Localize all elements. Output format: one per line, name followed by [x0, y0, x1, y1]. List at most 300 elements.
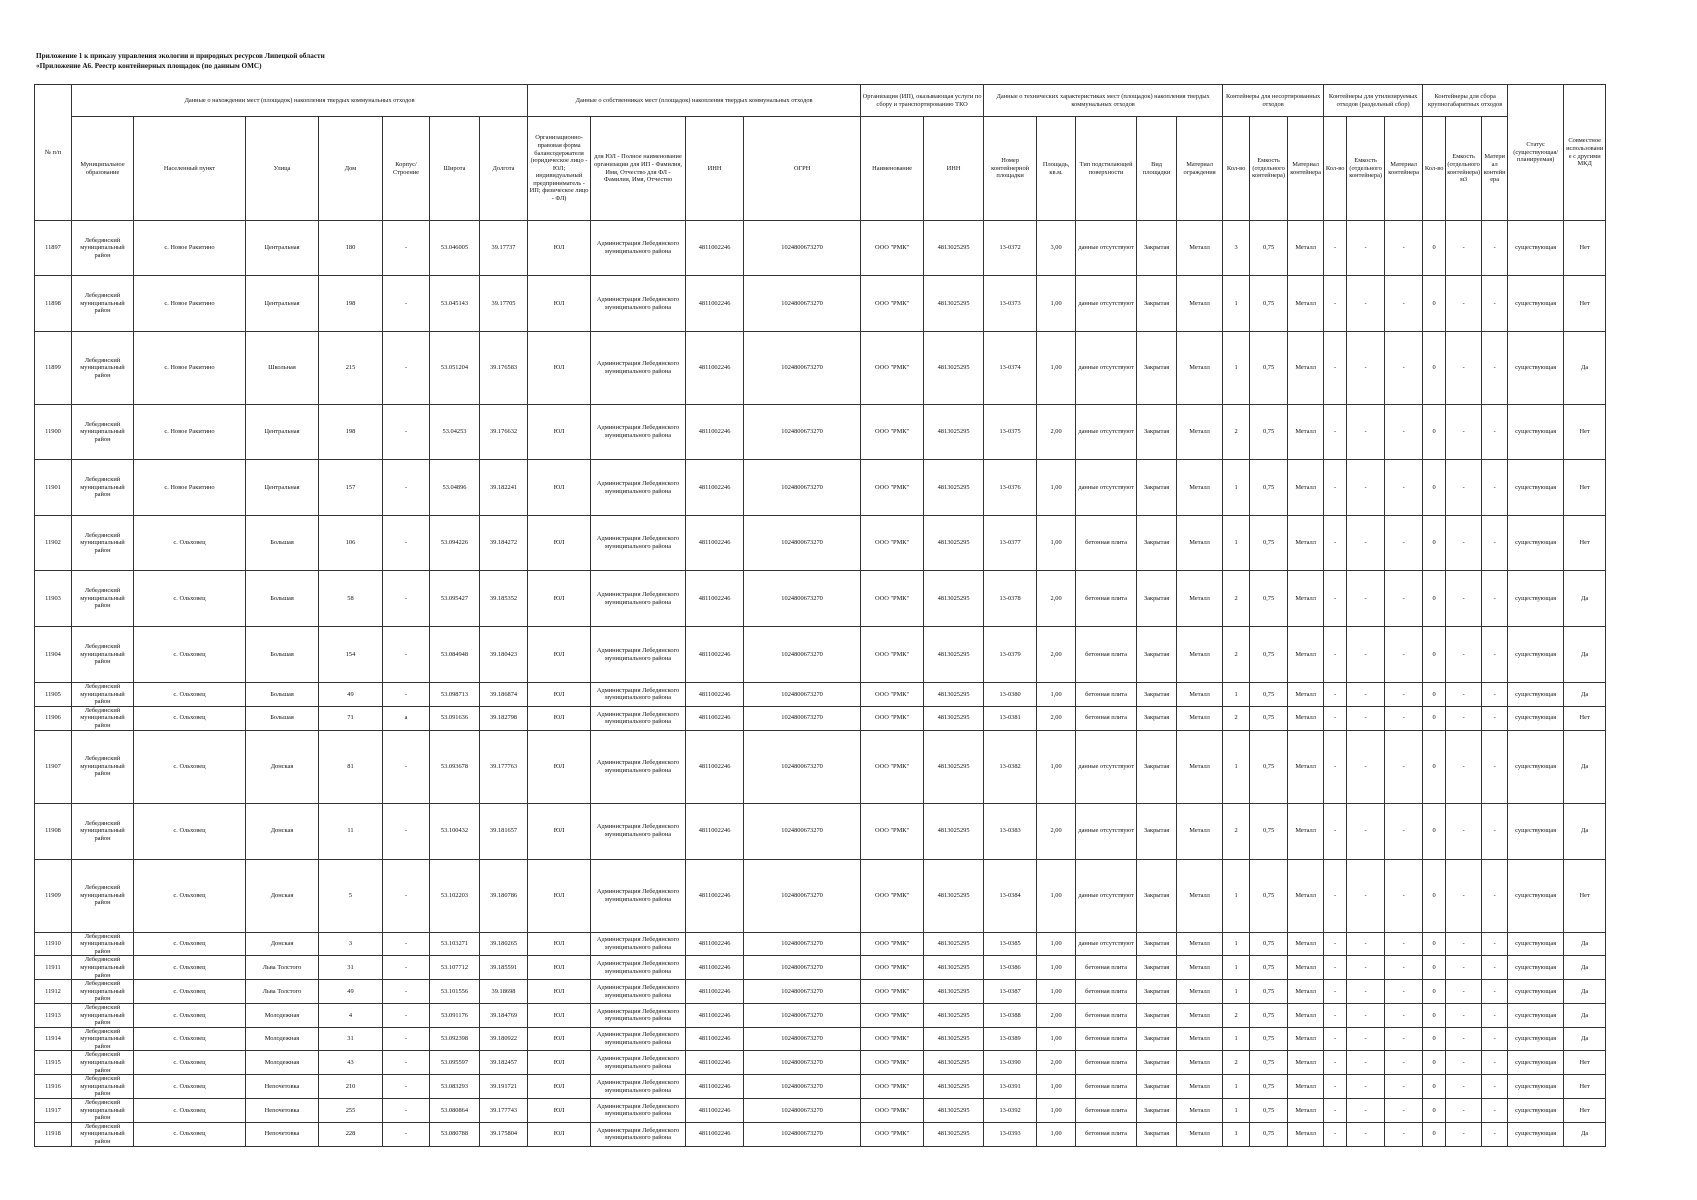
cell-bulky-count: 0 — [1423, 627, 1446, 683]
cell-org-inn: 4813025295 — [924, 516, 984, 571]
cell-unsorted-capacity: 0,75 — [1250, 221, 1288, 276]
cell-owner-name: Администрация Лебедянского муниципального района — [591, 1075, 686, 1099]
cell-status: существующая — [1508, 405, 1564, 460]
cell-fence: Металл — [1177, 932, 1223, 956]
cell-bulky-count: 0 — [1423, 405, 1446, 460]
cell-building: а — [383, 706, 430, 730]
cell-num: 11905 — [35, 683, 72, 707]
cell-lat: 53.095597 — [430, 1051, 480, 1075]
cell-inn: 4811002246 — [686, 1099, 744, 1123]
cell-site-no: 13-0381 — [984, 706, 1037, 730]
cell-lon: 39.17737 — [480, 221, 528, 276]
cell-street: Льва Толстого — [246, 956, 319, 980]
cell-lon: 39.177763 — [480, 730, 528, 803]
cell-owner-name: Администрация Лебедянского муниципального района — [591, 803, 686, 859]
cell-bulky-material: - — [1482, 571, 1508, 627]
cell-unsorted-capacity: 0,75 — [1250, 1003, 1288, 1027]
cell-house: 106 — [319, 516, 383, 571]
cell-settlement: с. Ольховец — [134, 1122, 246, 1146]
cell-recycle-count: - — [1324, 1003, 1347, 1027]
col-header-municipality: Муниципальное образование — [72, 117, 134, 221]
cell-fence: Металл — [1177, 221, 1223, 276]
cell-ogrn: 1024800673270 — [744, 706, 861, 730]
cell-inn: 4811002246 — [686, 221, 744, 276]
table-row — [35, 1075, 1606, 1099]
cell-unsorted-material: Металл — [1288, 332, 1324, 405]
cell-bulky-material: - — [1482, 1099, 1508, 1123]
cell-unsorted-material: Металл — [1288, 706, 1324, 730]
cell-house: 31 — [319, 956, 383, 980]
cell-owner-name: Администрация Лебедянского муниципального района — [591, 859, 686, 932]
cell-recycle-capacity: - — [1347, 932, 1385, 956]
cell-recycle-capacity: - — [1347, 730, 1385, 803]
cell-bulky-material: - — [1482, 980, 1508, 1004]
cell-unsorted-count: 1 — [1223, 683, 1250, 707]
cell-status: существующая — [1508, 571, 1564, 627]
cell-num: 11913 — [35, 1003, 72, 1027]
cell-site-no: 13-0372 — [984, 221, 1037, 276]
cell-ogrn: 1024800673270 — [744, 1051, 861, 1075]
cell-lon: 39.176583 — [480, 332, 528, 405]
cell-bulky-capacity: - — [1446, 956, 1482, 980]
cell-bulky-count: 0 — [1423, 1051, 1446, 1075]
cell-surface: бетонная плита — [1076, 1027, 1137, 1051]
cell-org-inn: 4813025295 — [924, 221, 984, 276]
cell-fence: Металл — [1177, 859, 1223, 932]
cell-num: 11914 — [35, 1027, 72, 1051]
cell-bulky-capacity: - — [1446, 932, 1482, 956]
cell-org-name: ООО "РМК" — [861, 1122, 924, 1146]
cell-org-name: ООО "РМК" — [861, 956, 924, 980]
cell-street: Непочетовка — [246, 1075, 319, 1099]
cell-street: Донская — [246, 730, 319, 803]
cell-recycle-capacity: - — [1347, 980, 1385, 1004]
cell-unsorted-count: 3 — [1223, 221, 1250, 276]
cell-num: 11911 — [35, 956, 72, 980]
cell-house: 198 — [319, 405, 383, 460]
cell-fence: Металл — [1177, 571, 1223, 627]
col-header-surface: Тип подстилающей поверхности — [1076, 117, 1137, 221]
cell-recycle-material: - — [1385, 1051, 1423, 1075]
cell-recycle-material: - — [1385, 706, 1423, 730]
cell-bulky-capacity: - — [1446, 571, 1482, 627]
table-row — [35, 1122, 1606, 1146]
cell-inn: 4811002246 — [686, 1003, 744, 1027]
cell-bulky-capacity: - — [1446, 516, 1482, 571]
cell-site-no: 13-0391 — [984, 1075, 1037, 1099]
cell-street: Большая — [246, 627, 319, 683]
cell-site-no: 13-0380 — [984, 683, 1037, 707]
cell-site-no: 13-0384 — [984, 859, 1037, 932]
cell-org-inn: 4813025295 — [924, 1099, 984, 1123]
cell-ogrn: 1024800673270 — [744, 859, 861, 932]
cell-unsorted-material: Металл — [1288, 276, 1324, 332]
cell-building: - — [383, 571, 430, 627]
cell-lon: 39.186874 — [480, 683, 528, 707]
cell-recycle-capacity: - — [1347, 1122, 1385, 1146]
col-header-status: Статус (существующая/ планируемая) — [1508, 85, 1564, 221]
cell-shared: Да — [1564, 932, 1606, 956]
cell-ogrn: 1024800673270 — [744, 460, 861, 516]
cell-site-type: Закрытая — [1137, 803, 1177, 859]
cell-surface: бетонная плита — [1076, 571, 1137, 627]
cell-bulky-count: 0 — [1423, 1075, 1446, 1099]
cell-area: 1,00 — [1037, 980, 1076, 1004]
table-row — [35, 932, 1606, 956]
cell-org-name: ООО "РМК" — [861, 460, 924, 516]
cell-org-inn: 4813025295 — [924, 405, 984, 460]
cell-bulky-count: 0 — [1423, 460, 1446, 516]
cell-owner-name: Администрация Лебедянского муниципального района — [591, 1051, 686, 1075]
cell-settlement: с. Ольховец — [134, 1099, 246, 1123]
cell-bulky-capacity: - — [1446, 803, 1482, 859]
cell-recycle-count: - — [1324, 460, 1347, 516]
cell-site-type: Закрытая — [1137, 1075, 1177, 1099]
cell-bulky-material: - — [1482, 1075, 1508, 1099]
cell-bulky-capacity: - — [1446, 683, 1482, 707]
cell-house: 228 — [319, 1122, 383, 1146]
cell-municipality: Лебедянский муниципальный район — [72, 571, 134, 627]
cell-unsorted-count: 1 — [1223, 332, 1250, 405]
cell-owner-name: Администрация Лебедянского муниципального района — [591, 332, 686, 405]
cell-bulky-count: 0 — [1423, 980, 1446, 1004]
cell-municipality: Лебедянский муниципальный район — [72, 332, 134, 405]
cell-site-type: Закрытая — [1137, 683, 1177, 707]
cell-recycle-capacity: - — [1347, 627, 1385, 683]
cell-fence: Металл — [1177, 1027, 1223, 1051]
cell-unsorted-count: 1 — [1223, 516, 1250, 571]
table-row — [35, 1027, 1606, 1051]
cell-site-no: 13-0383 — [984, 803, 1037, 859]
cell-street: Льва Толстого — [246, 980, 319, 1004]
cell-street: Донская — [246, 932, 319, 956]
cell-ogrn: 1024800673270 — [744, 803, 861, 859]
cell-fence: Металл — [1177, 956, 1223, 980]
cell-lon: 39.18698 — [480, 980, 528, 1004]
cell-site-no: 13-0386 — [984, 956, 1037, 980]
cell-status: существующая — [1508, 1051, 1564, 1075]
cell-org-name: ООО "РМК" — [861, 932, 924, 956]
cell-legal-form: ЮЛ — [528, 803, 591, 859]
col-header-recycle-count: Кол-во — [1324, 117, 1347, 221]
cell-fence: Металл — [1177, 1003, 1223, 1027]
cell-settlement: с. Ольховец — [134, 803, 246, 859]
cell-bulky-count: 0 — [1423, 859, 1446, 932]
cell-recycle-material: - — [1385, 276, 1423, 332]
table-row — [35, 1051, 1606, 1075]
cell-recycle-count: - — [1324, 1051, 1347, 1075]
cell-fence: Металл — [1177, 1099, 1223, 1123]
cell-num: 11908 — [35, 803, 72, 859]
table-row — [35, 571, 1606, 627]
cell-building: - — [383, 803, 430, 859]
cell-site-type: Закрытая — [1137, 405, 1177, 460]
cell-bulky-material: - — [1482, 730, 1508, 803]
cell-owner-name: Администрация Лебедянского муниципального района — [591, 980, 686, 1004]
cell-municipality: Лебедянский муниципальный район — [72, 956, 134, 980]
cell-site-no: 13-0389 — [984, 1027, 1037, 1051]
cell-municipality: Лебедянский муниципальный район — [72, 1099, 134, 1123]
col-header-num: № п/п — [35, 85, 72, 221]
cell-owner-name: Администрация Лебедянского муниципального района — [591, 516, 686, 571]
cell-fence: Металл — [1177, 1075, 1223, 1099]
cell-area: 1,00 — [1037, 1099, 1076, 1123]
cell-recycle-material: - — [1385, 980, 1423, 1004]
cell-recycle-material: - — [1385, 956, 1423, 980]
cell-site-no: 13-0390 — [984, 1051, 1037, 1075]
cell-bulky-count: 0 — [1423, 932, 1446, 956]
group-header-bulky: Контейнеры для сбора крупногабаритных отходов — [1423, 85, 1508, 117]
cell-bulky-count: 0 — [1423, 1003, 1446, 1027]
cell-lat: 53.102203 — [430, 859, 480, 932]
cell-legal-form: ЮЛ — [528, 683, 591, 707]
cell-bulky-count: 0 — [1423, 276, 1446, 332]
cell-num: 11900 — [35, 405, 72, 460]
cell-ogrn: 1024800673270 — [744, 516, 861, 571]
cell-status: существующая — [1508, 1003, 1564, 1027]
cell-org-inn: 4813025295 — [924, 332, 984, 405]
cell-bulky-material: - — [1482, 932, 1508, 956]
cell-recycle-capacity: - — [1347, 221, 1385, 276]
table-row — [35, 332, 1606, 405]
cell-recycle-material: - — [1385, 1027, 1423, 1051]
cell-settlement: с. Новое Ракитино — [134, 276, 246, 332]
cell-bulky-capacity: - — [1446, 859, 1482, 932]
table-row — [35, 1099, 1606, 1123]
cell-recycle-material: - — [1385, 221, 1423, 276]
cell-unsorted-count: 2 — [1223, 803, 1250, 859]
cell-unsorted-material: Металл — [1288, 460, 1324, 516]
col-header-street: Улица — [246, 117, 319, 221]
cell-surface: бетонная плита — [1076, 706, 1137, 730]
cell-ogrn: 1024800673270 — [744, 1003, 861, 1027]
cell-unsorted-capacity: 0,75 — [1250, 730, 1288, 803]
cell-area: 2,00 — [1037, 627, 1076, 683]
cell-lon: 39.184769 — [480, 1003, 528, 1027]
cell-recycle-count: - — [1324, 516, 1347, 571]
cell-owner-name: Администрация Лебедянского муниципального района — [591, 683, 686, 707]
cell-inn: 4811002246 — [686, 1027, 744, 1051]
cell-recycle-count: - — [1324, 956, 1347, 980]
cell-ogrn: 1024800673270 — [744, 221, 861, 276]
cell-building: - — [383, 276, 430, 332]
cell-bulky-capacity: - — [1446, 730, 1482, 803]
cell-bulky-material: - — [1482, 627, 1508, 683]
table-row — [35, 405, 1606, 460]
cell-lon: 39.184272 — [480, 516, 528, 571]
cell-unsorted-capacity: 0,75 — [1250, 627, 1288, 683]
cell-bulky-capacity: - — [1446, 460, 1482, 516]
cell-lon: 39.185352 — [480, 571, 528, 627]
cell-site-type: Закрытая — [1137, 332, 1177, 405]
cell-house: 255 — [319, 1099, 383, 1123]
table-row — [35, 221, 1606, 276]
cell-unsorted-capacity: 0,75 — [1250, 1027, 1288, 1051]
cell-unsorted-count: 2 — [1223, 627, 1250, 683]
cell-org-name: ООО "РМК" — [861, 1099, 924, 1123]
cell-lat: 53.046005 — [430, 221, 480, 276]
cell-recycle-material: - — [1385, 571, 1423, 627]
cell-site-no: 13-0378 — [984, 571, 1037, 627]
cell-num: 11903 — [35, 571, 72, 627]
group-header-org: Организация (ИП), оказывающая услуги по сбору и транспортированию ТКО — [861, 85, 984, 117]
cell-site-no: 13-0377 — [984, 516, 1037, 571]
cell-owner-name: Администрация Лебедянского муниципального района — [591, 460, 686, 516]
cell-area: 1,00 — [1037, 1122, 1076, 1146]
cell-lon: 39.17705 — [480, 276, 528, 332]
table-row — [35, 859, 1606, 932]
cell-recycle-capacity: - — [1347, 1003, 1385, 1027]
cell-surface: бетонная плита — [1076, 1075, 1137, 1099]
cell-shared: Да — [1564, 730, 1606, 803]
cell-inn: 4811002246 — [686, 571, 744, 627]
cell-area: 1,00 — [1037, 1027, 1076, 1051]
cell-legal-form: ЮЛ — [528, 1122, 591, 1146]
cell-municipality: Лебедянский муниципальный район — [72, 803, 134, 859]
cell-street: Большая — [246, 516, 319, 571]
table-row — [35, 706, 1606, 730]
cell-lon: 39.180786 — [480, 859, 528, 932]
cell-shared: Да — [1564, 803, 1606, 859]
cell-municipality: Лебедянский муниципальный район — [72, 980, 134, 1004]
cell-status: существующая — [1508, 730, 1564, 803]
cell-unsorted-material: Металл — [1288, 956, 1324, 980]
cell-ogrn: 1024800673270 — [744, 932, 861, 956]
col-header-lon: Долгота — [480, 117, 528, 221]
cell-settlement: с. Ольховец — [134, 1027, 246, 1051]
cell-area: 2,00 — [1037, 405, 1076, 460]
col-header-bulky-count: Кол-во — [1423, 117, 1446, 221]
cell-shared: Нет — [1564, 276, 1606, 332]
cell-inn: 4811002246 — [686, 706, 744, 730]
cell-recycle-material: - — [1385, 932, 1423, 956]
cell-recycle-capacity: - — [1347, 803, 1385, 859]
cell-org-inn: 4813025295 — [924, 706, 984, 730]
cell-site-type: Закрытая — [1137, 859, 1177, 932]
cell-fence: Металл — [1177, 980, 1223, 1004]
cell-bulky-capacity: - — [1446, 1003, 1482, 1027]
cell-legal-form: ЮЛ — [528, 516, 591, 571]
cell-area: 1,00 — [1037, 730, 1076, 803]
cell-legal-form: ЮЛ — [528, 706, 591, 730]
cell-lat: 53.04253 — [430, 405, 480, 460]
cell-org-name: ООО "РМК" — [861, 1051, 924, 1075]
cell-lon: 39.175804 — [480, 1122, 528, 1146]
cell-bulky-material: - — [1482, 276, 1508, 332]
cell-surface: данные отсутствуют — [1076, 803, 1137, 859]
cell-site-no: 13-0374 — [984, 332, 1037, 405]
cell-lat: 53.101556 — [430, 980, 480, 1004]
cell-surface: данные отсутствуют — [1076, 332, 1137, 405]
cell-inn: 4811002246 — [686, 956, 744, 980]
cell-shared: Нет — [1564, 460, 1606, 516]
cell-inn: 4811002246 — [686, 932, 744, 956]
cell-inn: 4811002246 — [686, 1122, 744, 1146]
cell-org-name: ООО "РМК" — [861, 332, 924, 405]
cell-lat: 53.080788 — [430, 1122, 480, 1146]
cell-municipality: Лебедянский муниципальный район — [72, 932, 134, 956]
col-header-settlement: Населенный пункт — [134, 117, 246, 221]
cell-settlement: с. Ольховец — [134, 683, 246, 707]
cell-bulky-count: 0 — [1423, 1099, 1446, 1123]
cell-shared: Нет — [1564, 221, 1606, 276]
cell-unsorted-count: 1 — [1223, 956, 1250, 980]
cell-inn: 4811002246 — [686, 516, 744, 571]
cell-municipality: Лебедянский муниципальный район — [72, 460, 134, 516]
cell-legal-form: ЮЛ — [528, 956, 591, 980]
cell-owner-name: Администрация Лебедянского муниципального района — [591, 1122, 686, 1146]
cell-building: - — [383, 932, 430, 956]
cell-settlement: с. Ольховец — [134, 1051, 246, 1075]
cell-bulky-count: 0 — [1423, 803, 1446, 859]
cell-org-name: ООО "РМК" — [861, 221, 924, 276]
cell-site-type: Закрытая — [1137, 956, 1177, 980]
cell-recycle-count: - — [1324, 332, 1347, 405]
cell-num: 11901 — [35, 460, 72, 516]
cell-num: 11915 — [35, 1051, 72, 1075]
cell-area: 1,00 — [1037, 859, 1076, 932]
cell-building: - — [383, 1051, 430, 1075]
cell-recycle-count: - — [1324, 276, 1347, 332]
cell-settlement: с. Ольховец — [134, 859, 246, 932]
table-row — [35, 683, 1606, 707]
cell-street: Центральная — [246, 276, 319, 332]
cell-org-name: ООО "РМК" — [861, 1003, 924, 1027]
cell-ogrn: 1024800673270 — [744, 1099, 861, 1123]
header-column-row — [35, 117, 1606, 221]
cell-building: - — [383, 859, 430, 932]
cell-bulky-material: - — [1482, 1003, 1508, 1027]
cell-num: 11907 — [35, 730, 72, 803]
cell-bulky-capacity: - — [1446, 1027, 1482, 1051]
cell-site-type: Закрытая — [1137, 980, 1177, 1004]
cell-street: Донская — [246, 859, 319, 932]
cell-legal-form: ЮЛ — [528, 571, 591, 627]
table-row — [35, 460, 1606, 516]
cell-num: 11910 — [35, 932, 72, 956]
cell-recycle-count: - — [1324, 1122, 1347, 1146]
cell-area: 1,00 — [1037, 276, 1076, 332]
group-header-unsorted: Контейнеры для несортированных отходов — [1223, 85, 1324, 117]
cell-surface: данные отсутствуют — [1076, 730, 1137, 803]
cell-legal-form: ЮЛ — [528, 276, 591, 332]
cell-status: существующая — [1508, 980, 1564, 1004]
cell-recycle-capacity: - — [1347, 683, 1385, 707]
cell-settlement: с. Новое Ракитино — [134, 405, 246, 460]
cell-bulky-capacity: - — [1446, 276, 1482, 332]
cell-recycle-capacity: - — [1347, 516, 1385, 571]
col-header-ogrn: ОГРН — [744, 117, 861, 221]
cell-org-inn: 4813025295 — [924, 956, 984, 980]
cell-inn: 4811002246 — [686, 859, 744, 932]
cell-site-no: 13-0382 — [984, 730, 1037, 803]
cell-site-type: Закрытая — [1137, 706, 1177, 730]
cell-org-inn: 4813025295 — [924, 1122, 984, 1146]
cell-inn: 4811002246 — [686, 627, 744, 683]
cell-ogrn: 1024800673270 — [744, 571, 861, 627]
cell-street: Школьная — [246, 332, 319, 405]
table-row — [35, 980, 1606, 1004]
cell-surface: бетонная плита — [1076, 627, 1137, 683]
cell-status: существующая — [1508, 1027, 1564, 1051]
cell-unsorted-material: Металл — [1288, 1003, 1324, 1027]
cell-surface: данные отсутствуют — [1076, 276, 1137, 332]
registry-body — [35, 221, 1606, 1147]
cell-street: Центральная — [246, 221, 319, 276]
cell-municipality: Лебедянский муниципальный район — [72, 221, 134, 276]
cell-num: 11899 — [35, 332, 72, 405]
cell-street: Большая — [246, 683, 319, 707]
